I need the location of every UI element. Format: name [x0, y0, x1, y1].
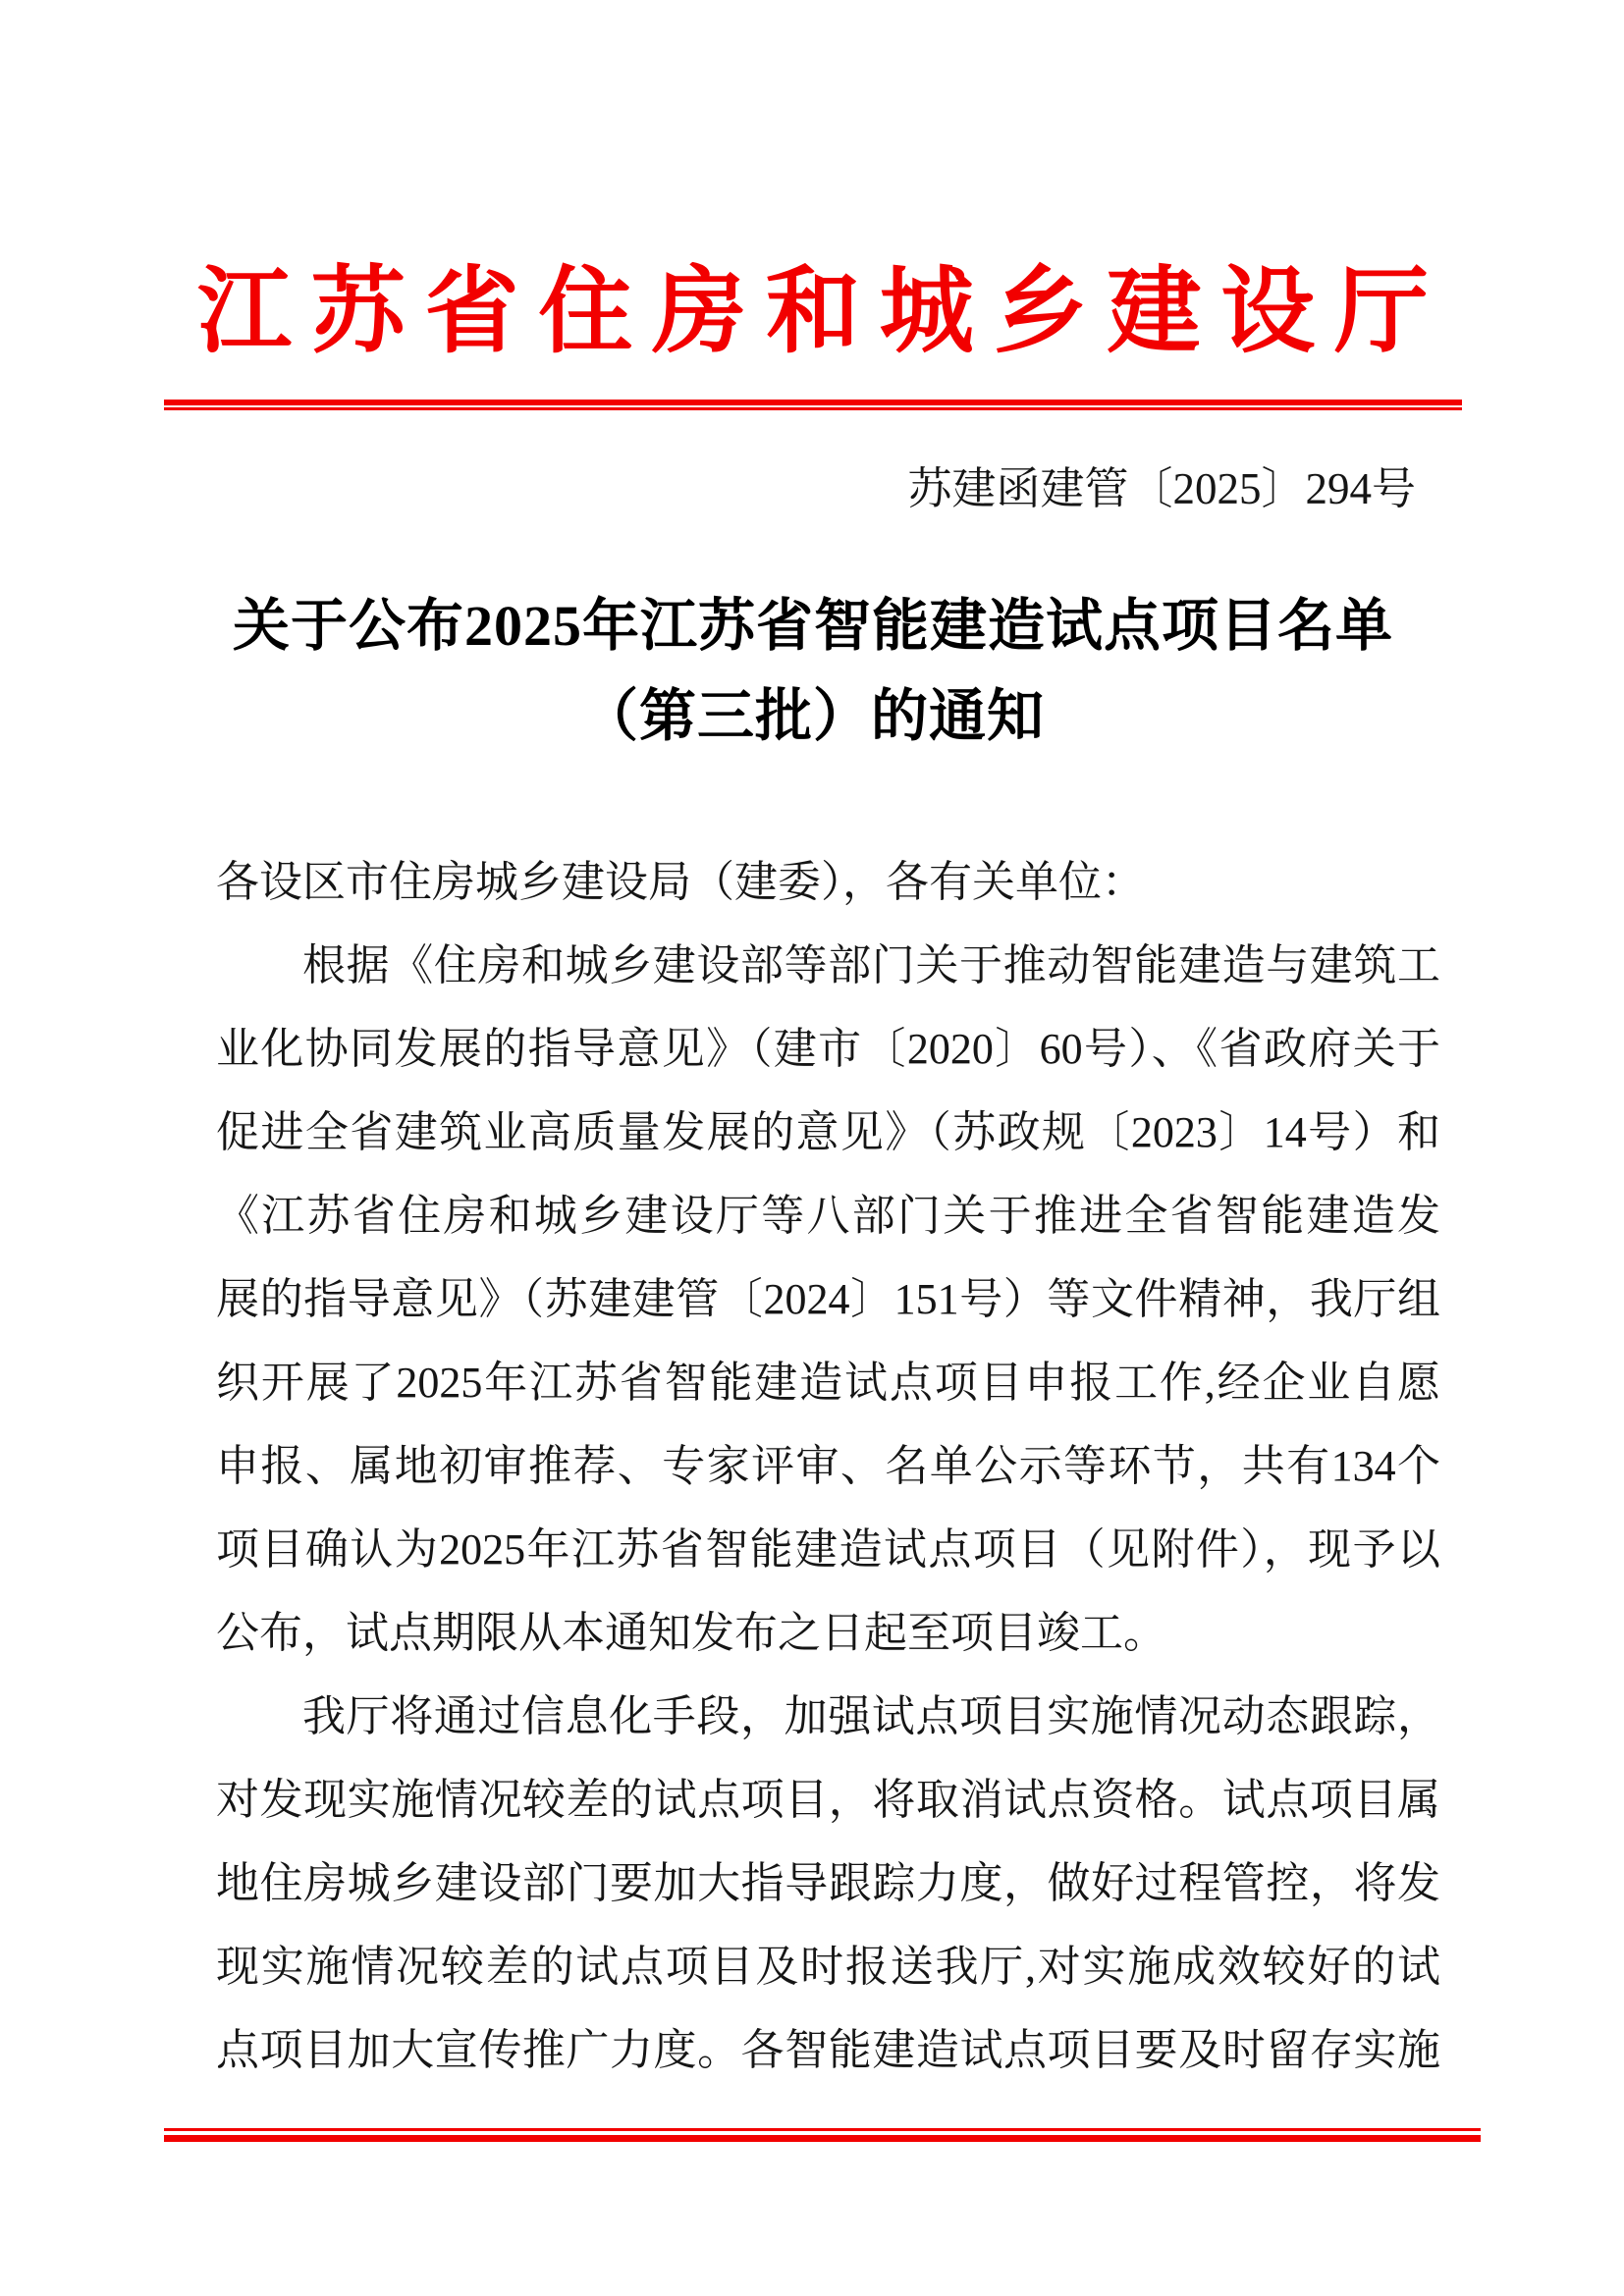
rule-thin-bar	[164, 407, 1462, 410]
body-line: 展的指导意见》（苏建建管〔2024〕151号）等文件精神，我厅组	[216, 1275, 1440, 1323]
body-line: 申报、属地初审推荐、专家评审、名单公示等环节，共有134个	[216, 1442, 1440, 1490]
title-line: （第三批）的通知	[580, 684, 1045, 748]
footer-red-rule	[164, 2128, 1481, 2142]
title-line: 关于公布2025年江苏省智能建造试点项目名单	[232, 594, 1393, 658]
body-line: 织开展了2025年江苏省智能建造试点项目申报工作,经企业自愿	[216, 1359, 1440, 1407]
body-line: 对发现实施情况较差的试点项目，将取消试点资格。试点项目属	[216, 1776, 1440, 1824]
document-number: 苏建函建管〔2025〕294号	[907, 464, 1416, 513]
body-line: 地住房城乡建设部门要加大指导跟踪力度，做好过程管控，将发	[216, 1859, 1440, 1907]
body-line: 点项目加大宣传推广力度。各智能建造试点项目要及时留存实施	[216, 2026, 1440, 2074]
body-line: 现实施情况较差的试点项目及时报送我厅,对实施成效较好的试	[216, 1943, 1440, 1991]
body-line: 《江苏省住房和城乡建设厅等八部门关于推进全省智能建造发	[216, 1192, 1440, 1240]
body-line: 促进全省建筑业高质量发展的意见》（苏政规〔2023〕14号）和	[216, 1108, 1440, 1156]
rule-thick-bar	[164, 2135, 1481, 2142]
document-title	[164, 581, 1462, 762]
header-red-rule	[164, 400, 1462, 410]
agency-header-title: 江苏省住房和城乡建设厅	[197, 259, 1429, 364]
body-line: 公布，试点期限从本通知发布之日起至项目竣工。	[216, 1609, 1166, 1657]
body-line: 各设区市住房城乡建设局（建委），各有关单位：	[216, 858, 1145, 906]
body-line: 项目确认为2025年江苏省智能建造试点项目（见附件），现予以	[216, 1525, 1440, 1574]
body-line: 业化协同发展的指导意见》（建市〔2020〕60号）、《省政府关于	[216, 1025, 1440, 1073]
body-line: 根据《住房和城乡建设部等部门关于推动智能建造与建筑工	[302, 941, 1440, 989]
body-line: 我厅将通过信息化手段，加强试点项目实施情况动态跟踪，	[302, 1692, 1440, 1740]
document-body	[216, 840, 1440, 2092]
